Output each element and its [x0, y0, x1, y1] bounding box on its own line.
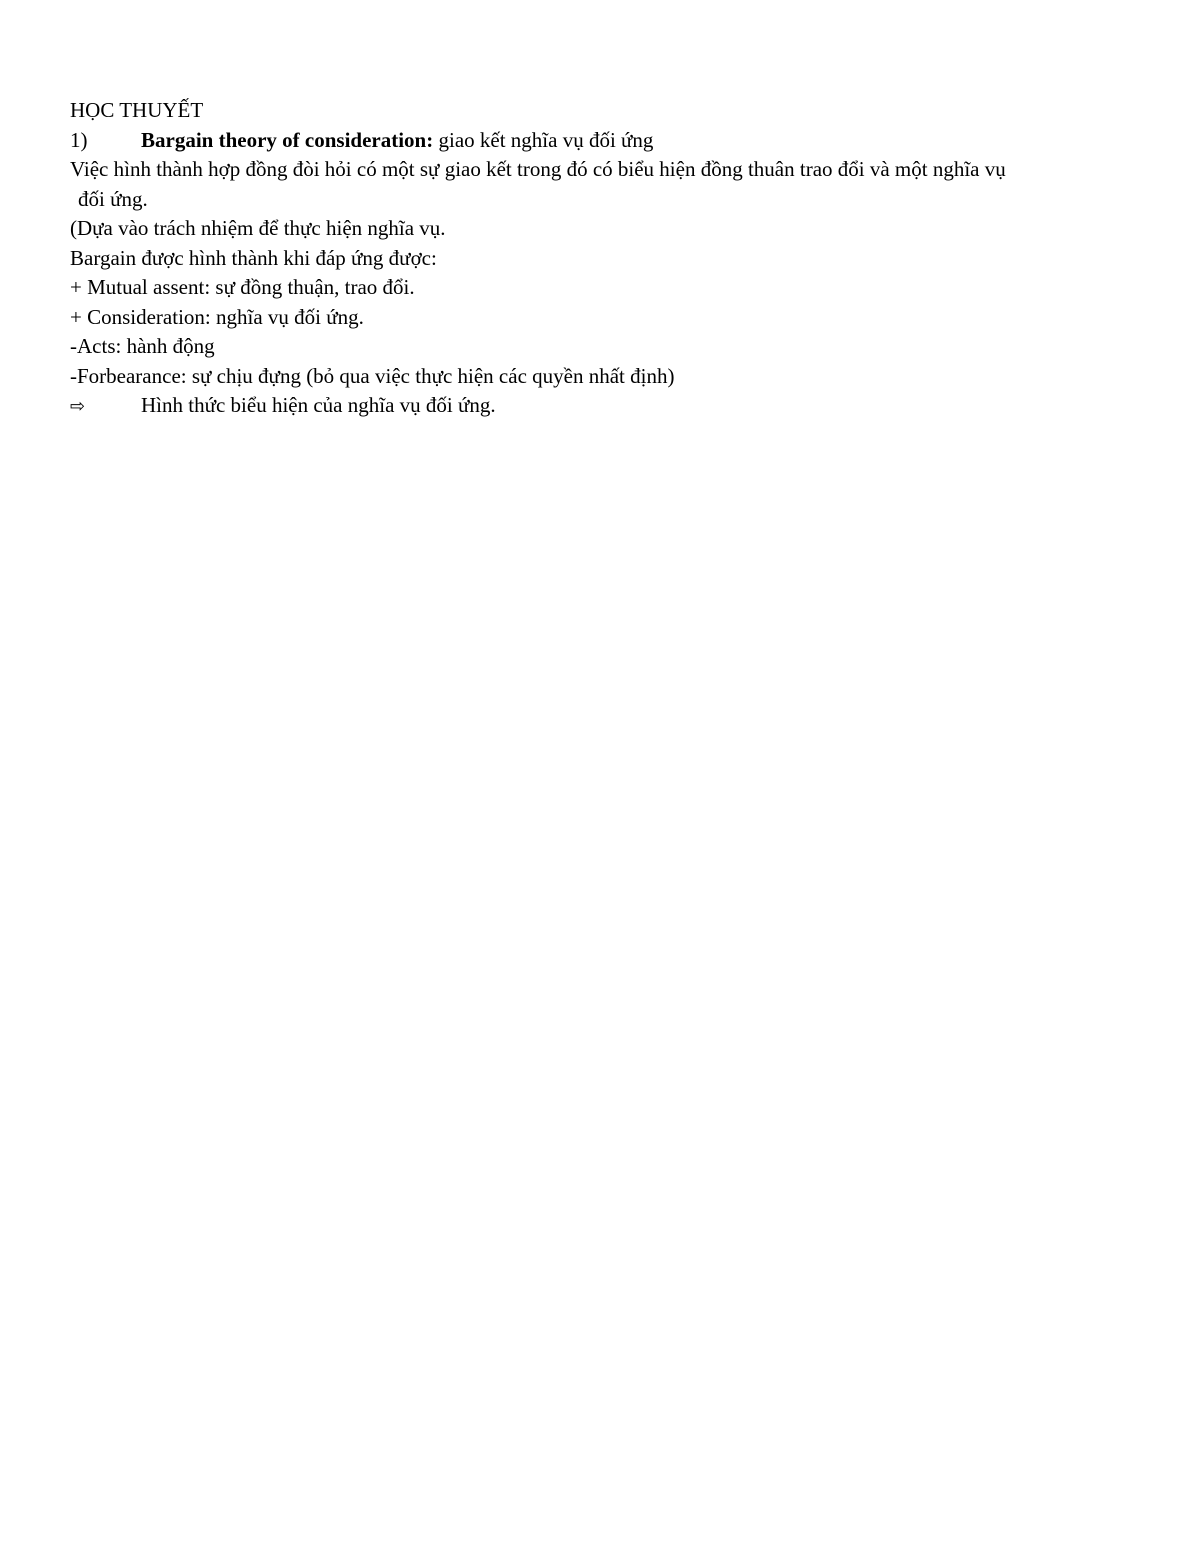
section-1-heading: [70, 126, 1130, 156]
list-item-acts: -Acts: hành động: [70, 334, 215, 358]
document-heading: HỌC THUYẾT: [70, 98, 204, 122]
conclusion-line: [70, 391, 1130, 422]
arrow-right-icon: ⇨: [70, 396, 86, 417]
conclusion-text: Hình thức biểu hiện của nghĩa vụ đối ứng.: [141, 393, 496, 417]
list-item-mutual-assent: + Mutual assent: sự đồng thuận, trao đổi.: [70, 275, 415, 299]
section-title-bold: Bargain theory of consideration:: [141, 127, 434, 152]
list-item-forbearance: -Forbearance: sự chịu đựng (bỏ qua việc thực hiện các quyền nhất định): [70, 363, 675, 388]
document-page: [70, 96, 1130, 422]
paragraph-3: Bargain được hình thành khi đáp ứng được:: [70, 245, 437, 270]
section-number: 1): [70, 127, 88, 152]
list-item-consideration: + Consideration: nghĩa vụ đối ứng.: [70, 304, 364, 329]
paragraph-1-line-2: đối ứng.: [78, 186, 148, 211]
paragraph-1-line-1: Việc hình thành hợp đồng đòi hỏi có một sự giao kết trong đó có biểu hiện đồng thuân trao đổi và một nghĩa vụ: [70, 157, 1006, 181]
section-title-rest: giao kết nghĩa vụ đối ứng: [433, 127, 654, 152]
paragraph-2: (Dựa vào trách nhiệm để thực hiện nghĩa vụ.: [70, 216, 446, 240]
